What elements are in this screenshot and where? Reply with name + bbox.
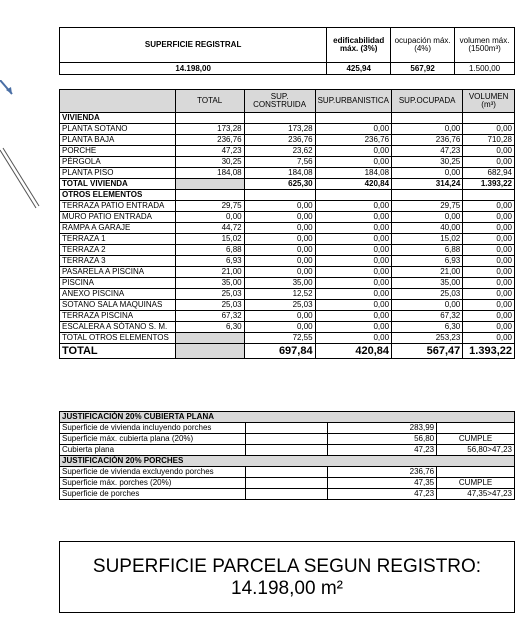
row-value: 0,00 [392, 300, 463, 311]
row-value: 0,00 [392, 124, 463, 135]
row-value: 682,94 [463, 168, 515, 179]
row-value: 0,00 [315, 124, 391, 135]
row-value: 420,84 [315, 344, 391, 359]
header-sup-urbanistica: SUP.URBANISTICA [315, 90, 391, 113]
row-value: 0,00 [175, 212, 244, 223]
row-value: 0,00 [315, 333, 391, 344]
row-value: 40,00 [392, 223, 463, 234]
otros-row [60, 212, 515, 223]
porches-row [60, 478, 515, 489]
row-value: 314,24 [392, 179, 463, 190]
justificacion-check: CUMPLE [437, 434, 515, 445]
row-label: PORCHE [60, 146, 176, 157]
row-value: 0,00 [392, 212, 463, 223]
row-value: 625,30 [244, 179, 315, 190]
empty-cell [245, 445, 327, 456]
row-value: 236,76 [175, 135, 244, 146]
row-value: 0,00 [244, 223, 315, 234]
row-value: 0,00 [463, 212, 515, 223]
superficie-parcela-label: SUPERFICIE PARCELA SEGUN REGISTRO: [92, 556, 482, 577]
header-concepto [60, 90, 176, 113]
empty-cell [315, 190, 391, 201]
row-label: PLANTA BAJA [60, 135, 176, 146]
otros-row [60, 223, 515, 234]
justificacion-label: Superficie máx. porches (20%) [60, 478, 246, 489]
row-value: 0,00 [315, 201, 391, 212]
row-value: 0,00 [463, 146, 515, 157]
row-value: 710,28 [463, 135, 515, 146]
row-value: 25,03 [175, 289, 244, 300]
superficie-parcela-box [59, 541, 515, 613]
empty-cell [244, 113, 315, 124]
justificacion-label: Superficie máx. cubierta plana (20%) [60, 434, 246, 445]
row-label: TERRAZA 2 [60, 245, 176, 256]
cubierta-title: JUSTIFICACIÓN 20% CUBIERTA PLANA [60, 412, 515, 423]
row-label: SOTANO SALA MAQUINAS [60, 300, 176, 311]
row-value: 173,28 [244, 124, 315, 135]
row-label: TOTAL OTROS ELEMENTOS [60, 333, 176, 344]
row-value: 72,55 [244, 333, 315, 344]
row-value: 1.393,22 [463, 344, 515, 359]
row-value: 0,00 [463, 124, 515, 135]
row-value: 29,75 [392, 201, 463, 212]
row-value: 0,00 [315, 256, 391, 267]
row-value: 25,03 [392, 289, 463, 300]
row-value: 0,00 [463, 245, 515, 256]
row-value: 6,88 [175, 245, 244, 256]
row-value: 0,00 [244, 234, 315, 245]
row-value: 0,00 [463, 333, 515, 344]
row-value: 0,00 [315, 157, 391, 168]
justificacion-table [59, 411, 515, 500]
justificacion-value: 47,35 [327, 478, 437, 489]
porches-title: JUSTIFICACIÓN 20% PORCHES [60, 456, 515, 467]
empty-cell [245, 489, 327, 500]
row-value: 15,02 [392, 234, 463, 245]
row-value: 0,00 [463, 201, 515, 212]
empty-cell [245, 423, 327, 434]
row-value: 0,00 [315, 278, 391, 289]
row-value: 0,00 [315, 234, 391, 245]
justificacion-check [437, 423, 515, 434]
vivienda-row [60, 146, 515, 157]
row-label: PISCINA [60, 278, 176, 289]
otros-row [60, 256, 515, 267]
otros-row [60, 201, 515, 212]
porches-row [60, 489, 515, 500]
section-label: VIVIENDA [60, 113, 176, 124]
porches-row [60, 467, 515, 478]
row-label: MURO PATIO ENTRADA [60, 212, 176, 223]
row-label: PLANTA SOTANO [60, 124, 176, 135]
row-value: 1.393,22 [463, 179, 515, 190]
section-label: OTROS ELEMENTOS [60, 190, 176, 201]
cubierta-row [60, 423, 515, 434]
otros-row [60, 234, 515, 245]
empty-cell [244, 190, 315, 201]
row-value: 12,52 [244, 289, 315, 300]
row-value: 0,00 [392, 168, 463, 179]
row-label: TERRAZA PISCINA [60, 311, 176, 322]
otros-row [60, 278, 515, 289]
justificacion-label: Superficie de vivienda incluyendo porches [60, 423, 246, 434]
empty-cell [392, 113, 463, 124]
empty-cell [463, 190, 515, 201]
vivienda-row [60, 168, 515, 179]
row-value: 0,00 [315, 212, 391, 223]
header-ocupacion: ocupación máx. (4%) [391, 28, 455, 63]
value-edificabilidad: 425,94 [327, 63, 391, 75]
row-value: 0,00 [244, 267, 315, 278]
row-value: 184,08 [175, 168, 244, 179]
section-vivienda [60, 113, 515, 124]
row-value: 0,00 [315, 146, 391, 157]
row-label: PÉRGOLA [60, 157, 176, 168]
justificacion-check [437, 467, 515, 478]
row-value: 0,00 [463, 157, 515, 168]
empty-cell [392, 190, 463, 201]
row-value: 0,00 [463, 300, 515, 311]
row-value: 0,00 [244, 201, 315, 212]
row-value: 0,00 [463, 256, 515, 267]
justificacion-value: 236,76 [327, 467, 437, 478]
justificacion-value: 47,23 [327, 445, 437, 456]
value-superficie-registral: 14.198,00 [60, 63, 327, 75]
row-value: 0,00 [315, 322, 391, 333]
row-label: TERRAZA 1 [60, 234, 176, 245]
row-value: 420,84 [315, 179, 391, 190]
row-value: 697,84 [244, 344, 315, 359]
row-value: 21,00 [392, 267, 463, 278]
vivienda-row [60, 135, 515, 146]
otros-row [60, 322, 515, 333]
cubierta-row [60, 434, 515, 445]
superficie-parcela-value: 14.198,00 m² [231, 578, 343, 599]
row-value: 0,00 [315, 300, 391, 311]
row-value: 44,72 [175, 223, 244, 234]
empty-cell [245, 478, 327, 489]
otros-row [60, 267, 515, 278]
row-label: TOTAL VIVIENDA [60, 179, 176, 190]
vivienda-row [60, 157, 515, 168]
empty-cell [245, 467, 327, 478]
empty-cell [245, 434, 327, 445]
header-volumen: volumen máx. (1500m³) [455, 28, 515, 63]
empty-cell [175, 190, 244, 201]
row-value: 30,25 [175, 157, 244, 168]
row-label: TERRAZA 3 [60, 256, 176, 267]
row-value: 0,00 [315, 223, 391, 234]
justificacion-check: 47,35>47,23 [437, 489, 515, 500]
empty-cell [463, 113, 515, 124]
row-value: 0,00 [315, 311, 391, 322]
row-value: 6,93 [175, 256, 244, 267]
row-value: 30,25 [392, 157, 463, 168]
justificacion-check: CUMPLE [437, 478, 515, 489]
row-value: 253,23 [392, 333, 463, 344]
row-value: 0,00 [244, 311, 315, 322]
value-volumen: 1.500,00 [455, 63, 515, 75]
row-value: 35,00 [175, 278, 244, 289]
row-value: 67,32 [175, 311, 244, 322]
row-value: 6,30 [175, 322, 244, 333]
justificacion-label: Superficie de vivienda excluyendo porches [60, 467, 246, 478]
row-value: 23,62 [244, 146, 315, 157]
row-label: PASARELA A PISCINA [60, 267, 176, 278]
justificacion-value: 56,80 [327, 434, 437, 445]
superficies-table [59, 89, 515, 359]
row-value: 184,08 [315, 168, 391, 179]
empty-cell [175, 113, 244, 124]
row-label: TOTAL [60, 344, 176, 359]
total-otros-row [60, 333, 515, 344]
row-value: 0,00 [463, 289, 515, 300]
row-value: 0,00 [463, 223, 515, 234]
total-row [60, 344, 515, 359]
row-value: 0,00 [463, 234, 515, 245]
row-value: 47,23 [392, 146, 463, 157]
otros-row [60, 289, 515, 300]
dimension-arrows [0, 80, 45, 210]
header-volumen: VOLUMEN (m³) [463, 90, 515, 113]
row-value: 236,76 [392, 135, 463, 146]
row-label: RAMPA A GARAJE [60, 223, 176, 234]
total-vivienda-row [60, 179, 515, 190]
justificacion-check: 56,80>47,23 [437, 445, 515, 456]
otros-row [60, 311, 515, 322]
section-otros [60, 190, 515, 201]
empty-cell [315, 113, 391, 124]
row-label: PLANTA PISO [60, 168, 176, 179]
row-value [175, 333, 244, 344]
header-superficie-registral: SUPERFICIE REGISTRAL [60, 28, 327, 63]
row-label: TERRAZA PATIO ENTRADA [60, 201, 176, 212]
row-value: 0,00 [463, 267, 515, 278]
header-edificabilidad: edificabilidad máx. (3%) [327, 28, 391, 63]
row-value: 173,28 [175, 124, 244, 135]
row-value: 0,00 [315, 289, 391, 300]
row-value: 15,02 [175, 234, 244, 245]
vivienda-row [60, 124, 515, 135]
row-value: 21,00 [175, 267, 244, 278]
row-value: 6,93 [392, 256, 463, 267]
header-total: TOTAL [175, 90, 244, 113]
row-value [175, 344, 244, 359]
row-value: 7,56 [244, 157, 315, 168]
header-sup-construida: SUP. CONSTRUIDA [244, 90, 315, 113]
value-ocupacion: 567,92 [391, 63, 455, 75]
otros-row [60, 245, 515, 256]
row-value: 0,00 [463, 278, 515, 289]
row-value: 6,88 [392, 245, 463, 256]
row-value [175, 179, 244, 190]
header-sup-ocupada: SUP.OCUPADA [392, 90, 463, 113]
row-value: 29,75 [175, 201, 244, 212]
row-value: 0,00 [244, 256, 315, 267]
row-value: 0,00 [463, 311, 515, 322]
row-value: 567,47 [392, 344, 463, 359]
row-value: 184,08 [244, 168, 315, 179]
row-value: 35,00 [244, 278, 315, 289]
row-value: 0,00 [244, 322, 315, 333]
row-label: ESCALERA A SÓTANO S. M. [60, 322, 176, 333]
row-value: 6,30 [392, 322, 463, 333]
row-value: 0,00 [244, 212, 315, 223]
row-value: 236,76 [315, 135, 391, 146]
registral-table [59, 27, 515, 75]
row-value: 25,03 [175, 300, 244, 311]
row-value: 35,00 [392, 278, 463, 289]
justificacion-value: 47,23 [327, 489, 437, 500]
row-value: 0,00 [244, 245, 315, 256]
row-value: 0,00 [463, 322, 515, 333]
row-value: 67,32 [392, 311, 463, 322]
justificacion-label: Superficie de porches [60, 489, 246, 500]
row-value: 0,00 [315, 245, 391, 256]
row-value: 0,00 [315, 267, 391, 278]
row-label: ANEXO PISCINA [60, 289, 176, 300]
justificacion-value: 283,99 [327, 423, 437, 434]
justificacion-label: Cubierta plana [60, 445, 246, 456]
row-value: 25,03 [244, 300, 315, 311]
cubierta-row [60, 445, 515, 456]
row-value: 47,23 [175, 146, 244, 157]
otros-row [60, 300, 515, 311]
row-value: 236,76 [244, 135, 315, 146]
